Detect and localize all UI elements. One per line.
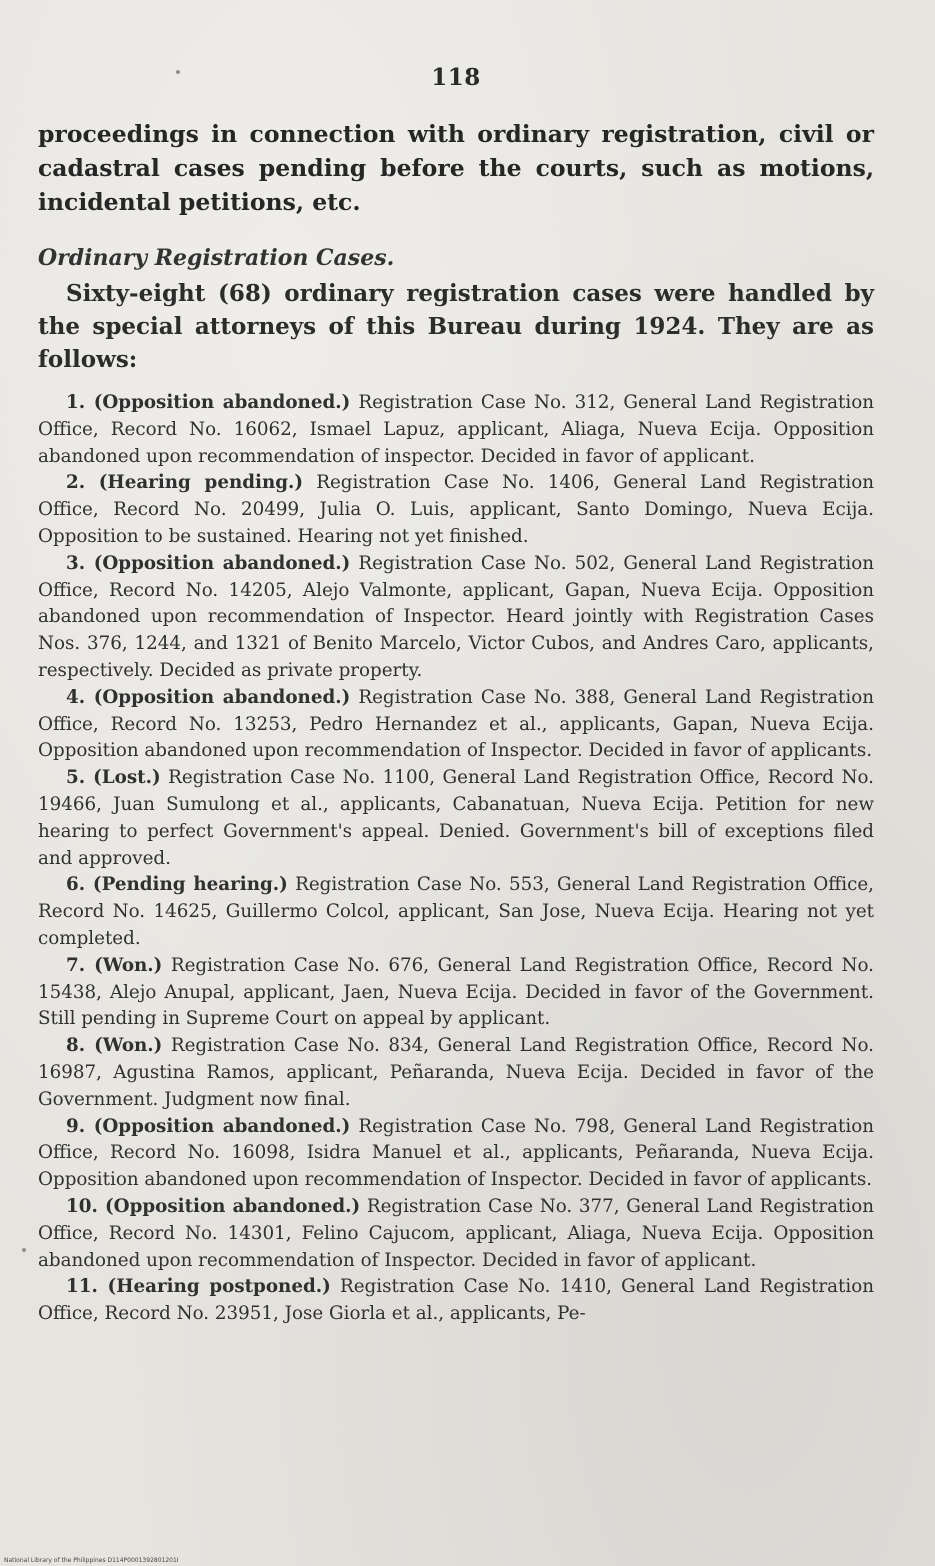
page-number: 118 [431, 64, 481, 91]
case-status: 7. (Won.) [66, 954, 163, 976]
case-status: 10. (Opposition abandoned.) [66, 1195, 361, 1217]
case-item [38, 390, 874, 470]
intro-paragraph: Sixty-eight (68) ordinary registration cases were handled by the special attorneys of this Bureau during 1924. They are as follows: [38, 280, 874, 373]
case-text: Registration Case No. 834, General Land Registration Office, Record No. 16987, Agustina Ramos, applicant, Peñaranda, Nueva Ecija. Decided in favor of the Government. Judgment now final. [38, 1035, 874, 1110]
case-item [38, 1194, 874, 1274]
case-item [38, 685, 874, 765]
case-text: Registration Case No. 1406, General Land Registration Office, Record No. 20499, Julia O. Luis, applicant, Santo Domingo, Nueva Ecija. Opposition to be sustained. Hearing not yet finished. [38, 472, 874, 547]
paper-speck [22, 1248, 26, 1252]
paper-speck [176, 70, 180, 74]
case-text: Registration Case No. 312, General Land Registration Office, Record No. 16062, Ismael Lapuz, applicant, Aliaga, Nueva Ecija. Opposition abandoned upon recommendation of inspector. Decided in favor of applicant. [38, 392, 875, 467]
case-text: Registration Case No. 502, General Land Registration Office, Record No. 14205, Alejo Valmonte, applicant, Gapan, Nueva Ecija. Opposition abandoned upon recommendation of Inspector. Heard jointly with Registration Cases Nos. 376, 1244, and 1321 of Benito Marcelo, Victor Cubos, and Andres Caro, applicants, respectively. Decided as private property. [38, 552, 875, 681]
case-status: 4. (Opposition abandoned.) [66, 686, 351, 708]
case-item [38, 1033, 874, 1113]
case-text: Registration Case No. 388, General Land Registration Office, Record No. 13253, Pedro Hernandez et al., applicants, Gapan, Nueva Ecija. Opposition abandoned upon recommendation of Inspector. Decided in favor of applicants. [38, 686, 875, 762]
case-item [38, 1114, 874, 1194]
continued-paragraph: proceedings in connection with ordinary registration, civil or cadastral cases pending before the courts, such as motions, incidental petitions, etc. [38, 120, 874, 216]
document-page [38, 64, 874, 1328]
case-status: 2. (Hearing pending.) [66, 472, 304, 494]
case-item [38, 765, 874, 872]
case-text: Registration Case No. 798, General Land Registration Office, Record No. 16098, Isidra Manuel et al., applicants, Peñaranda, Nueva Ecija. Opposition abandoned upon recommendation of Inspector. Decided in favor of applicants. [38, 1115, 875, 1191]
case-status: 8. (Won.) [66, 1035, 163, 1057]
case-text: Registration Case No. 553, General Land Registration Office, Record No. 14625, Guillermo Colcol, applicant, San Jose, Nueva Ecija. Hearing not yet completed. [38, 874, 874, 949]
case-status: 6. (Pending hearing.) [66, 874, 288, 896]
case-item [38, 551, 874, 685]
case-item [38, 1274, 874, 1328]
case-status: 3. (Opposition abandoned.) [66, 552, 351, 574]
case-status: 5. (Lost.) [66, 767, 161, 789]
case-item [38, 872, 874, 952]
case-text: Registration Case No. 1100, General Land Registration Office, Record No. 19466, Juan Sumulong et al., applicants, Cabanatuan, Nueva Ecija. Petition for new hearing to perfect Government's appeal. Denied. Government's bill of exceptions filed and approved. [38, 767, 874, 869]
case-status: 11. (Hearing postponed.) [66, 1276, 331, 1298]
case-text: Registration Case No. 377, General Land Registration Office, Record No. 14301, Felino Cajucom, applicant, Aliaga, Nueva Ecija. Opposition abandoned upon recommendation of Inspector. Decided in favor of applicant. [38, 1195, 875, 1271]
footer-credit: National Library of the Philippines D114P0001392801201I [4, 1557, 179, 1564]
case-list [38, 390, 874, 1328]
case-text: Registration Case No. 1410, General Land Registration Office, Record No. 23951, Jose Giorla et al., applicants, Pe- [38, 1276, 875, 1325]
case-status: 9. (Opposition abandoned.) [66, 1115, 351, 1137]
case-text: Registration Case No. 676, General Land Registration Office, Record No. 15438, Alejo Anupal, applicant, Jaen, Nueva Ecija. Decided in favor of the Government. Still pending in Supreme Court on appeal by applicant. [38, 954, 874, 1030]
section-heading: Ordinary Registration Cases. [38, 245, 395, 271]
case-item [38, 470, 874, 550]
case-status: 1. (Opposition abandoned.) [66, 392, 351, 413]
case-item [38, 953, 874, 1033]
